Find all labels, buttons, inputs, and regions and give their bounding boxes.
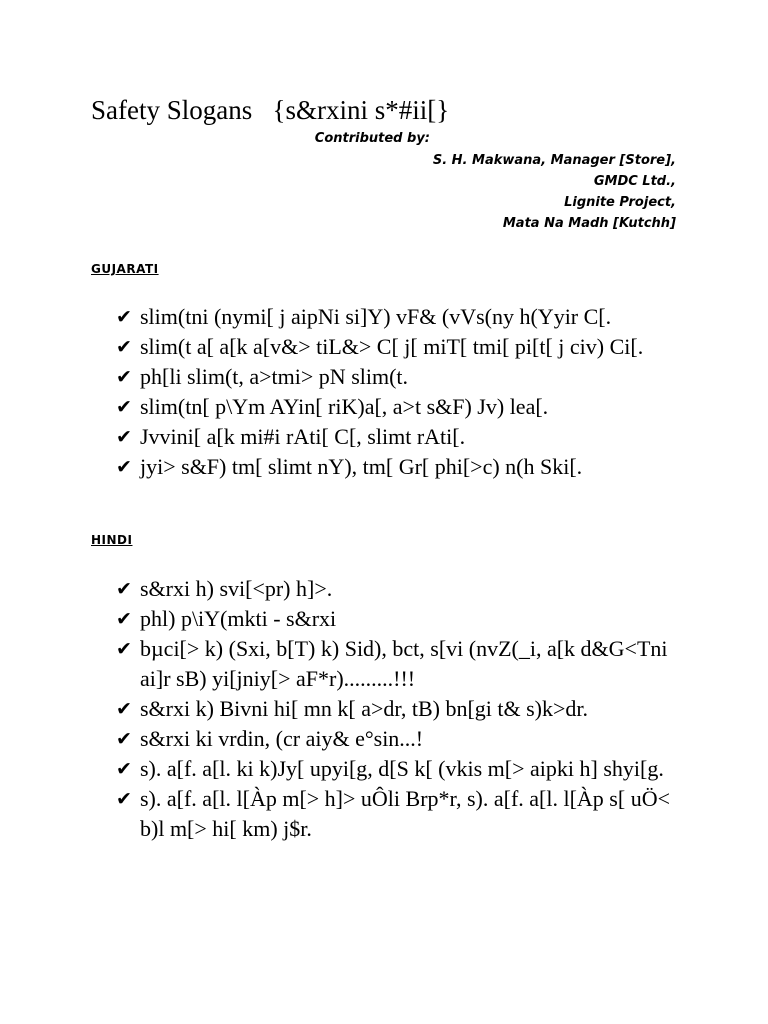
slogan-item bbox=[116, 634, 696, 694]
credit-line: Mata Na Madh [Kutchh] bbox=[502, 216, 676, 231]
slogan-list-gujarati bbox=[116, 302, 696, 482]
slogan-text: jyi> s&F) tm[ slimt nY), tm[ Gr[ phi[>c) n(h Ski[. bbox=[140, 454, 583, 479]
checkmark-icon: ✔ bbox=[116, 788, 132, 810]
slogan-text: slim(tn[ p\Ym AYin[ riK)a[, a>t s&F) Jv) lea[. bbox=[140, 394, 549, 419]
section-heading-hindi: HINDI bbox=[91, 533, 133, 547]
slogan-text: s&rxi ki vrdin, (cr aiy& e°sin...! bbox=[140, 726, 424, 751]
slogan-text: Jvvini[ a[k mi#i rAti[ C[, slimt rAti[. bbox=[140, 424, 466, 449]
section-heading-gujarati: GUJARATI bbox=[91, 262, 159, 276]
slogan-item bbox=[116, 754, 696, 784]
credits-block bbox=[156, 128, 676, 234]
checkmark-icon: ✔ bbox=[116, 426, 132, 448]
slogan-text: s). a[f. a[l. ki k)Jy[ upyi[g, d[S k[ (vkis m[> aipki h] shyi[g. bbox=[140, 756, 664, 781]
slogan-item bbox=[116, 332, 696, 362]
checkmark-icon: ✔ bbox=[116, 698, 132, 720]
slogan-item bbox=[116, 694, 696, 724]
credit-line: S. H. Makwana, Manager [Store], bbox=[432, 153, 676, 168]
slogan-text: bµci[> k) (Sxi, b[T) k) Sid), bct, s[vi (nvZ(_i, a[k d&G<Tni ai]r sB) yi[jniy[> aF*r).........!!! bbox=[140, 636, 668, 691]
checkmark-icon: ✔ bbox=[116, 366, 132, 388]
checkmark-icon: ✔ bbox=[116, 396, 132, 418]
checkmark-icon: ✔ bbox=[116, 638, 132, 660]
slogan-text: s&rxi h) svi[<pr) h]>. bbox=[140, 576, 333, 601]
slogan-text: slim(t a[ a[k a[v&> tiL&> C[ j[ miT[ tmi[ pi[t[ j civ) Ci[. bbox=[140, 334, 644, 359]
credit-line: Lignite Project, bbox=[564, 195, 676, 210]
checkmark-icon: ✔ bbox=[116, 608, 132, 630]
checkmark-icon: ✔ bbox=[116, 336, 132, 358]
slogan-text: phl) p\iY(mkti - s&rxi bbox=[140, 606, 337, 631]
slogan-item bbox=[116, 362, 696, 392]
checkmark-icon: ✔ bbox=[116, 578, 132, 600]
slogan-item bbox=[116, 574, 696, 604]
slogan-item bbox=[116, 422, 696, 452]
contributed-by-label: Contributed by: bbox=[314, 131, 430, 146]
checkmark-icon: ✔ bbox=[116, 456, 132, 478]
slogan-item bbox=[116, 784, 696, 844]
slogan-item bbox=[116, 604, 696, 634]
checkmark-icon: ✔ bbox=[116, 728, 132, 750]
slogan-text: slim(tni (nymi[ j aipNi si]Y) vF& (vVs(ny h(Yyir C[. bbox=[140, 304, 612, 329]
slogan-text: s&rxi k) Bivni hi[ mn k[ a>dr, tB) bn[gi t& s)k>dr. bbox=[140, 696, 589, 721]
slogan-text: s). a[f. a[l. l[Àp m[> h]> uÔli Brp*r, s). a[f. a[l. l[Àp s[ uÖ< b)l m[> hi[ km) j$r. bbox=[140, 786, 670, 841]
slogan-list-hindi bbox=[116, 574, 696, 844]
document-title: Safety Slogans {s&rxini s*#ii[} bbox=[91, 95, 450, 125]
slogan-item bbox=[116, 724, 696, 754]
slogan-item bbox=[116, 452, 696, 482]
credit-line: GMDC Ltd., bbox=[593, 174, 676, 189]
slogan-item bbox=[116, 392, 696, 422]
slogan-text: ph[li slim(t, a>tmi> pN slim(t. bbox=[140, 364, 409, 389]
checkmark-icon: ✔ bbox=[116, 306, 132, 328]
slogan-item bbox=[116, 302, 696, 332]
checkmark-icon: ✔ bbox=[116, 758, 132, 780]
